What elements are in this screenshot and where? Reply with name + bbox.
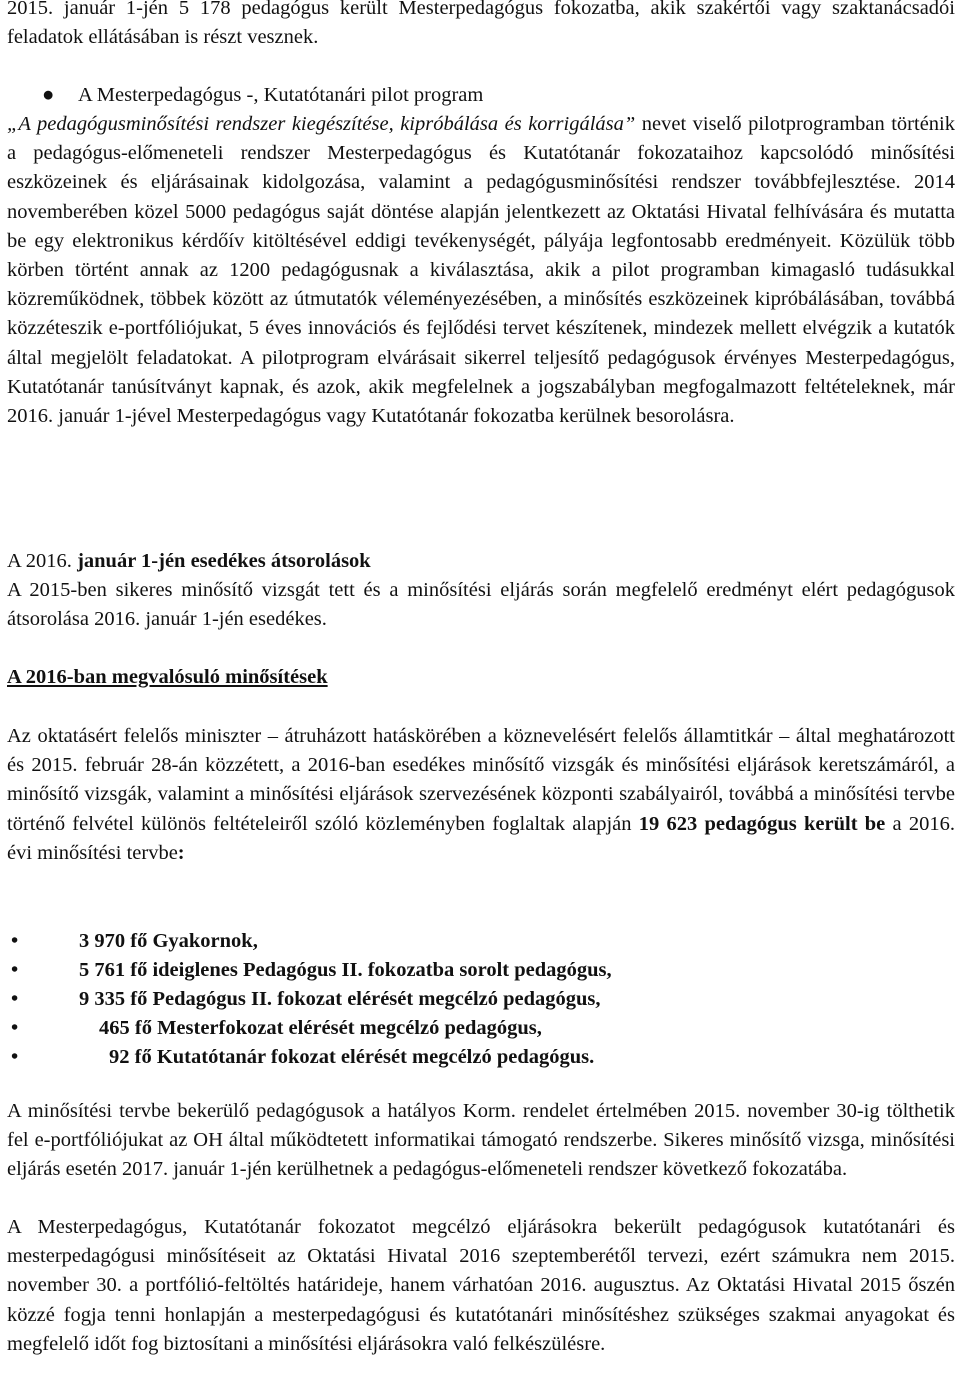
bullet-dot-icon: • — [11, 930, 19, 952]
candidate-breakdown-list — [7, 927, 955, 1077]
pilot-bullet-item — [7, 81, 955, 111]
list-item-text: fő ideiglenes Pedagógus II. fokozatba sorolt pedagógus, — [125, 959, 612, 981]
pilot-program-body: nevet viselő pilotprogramban történik a pedagógus-előmeneteli rendszer Mesterpedagógus és Kutatótanár fokozataihoz kapcsolódó minősítési eszközeinek és eljárásainak kidolgozása, valamint a pedagógusminősítési rendszer továbbfejlesztése. 2014 novemberében közel 5000 pedagógus saját döntése alapján jelentkezett az Oktatási Hivatal felhívására és mutatta be egy elektronikus kérdőív kitöltésével eddigi tevékenységét, pályája legfontosabb eredményeit. Közülük több körben történt annak az 1200 pedagógusnak a kiválasztása, akik a pilot programban kimagasló tudásukkal közreműködnek, többek között az útmutatók véleményezésében, a minősítés eszközeinek kipróbálásában, továbbá közzéteszik e-portfóliójukat, 5 éves innovációs és fejlődési tervet készítenek, mindezek mellett elvégzik a kutatók által megjelölt feladatokat. A pilotprogram elvárásait sikerrel teljesítő pedagógusok érvényes Mesterpedagógus, Kutatótanár tanúsítványt kapnak, és azok, akik megfelelnek a jogszabályban megfogalmazott feltételeknek, már 2016. január 1-jével Mesterpedagógus vagy Kutatótanár fokozatba kerülnek besorolásra. — [7, 113, 955, 428]
bullet-dot-icon: • — [11, 959, 19, 981]
qualifications-paragraph: Az oktatásért felelős miniszter – átruházott hatáskörében a köznevelésért felelős államtitkár – által meghatározott és 2015. február 28-án közzétett, a 2016-ban esedékes minősítő vizsgák és minősítési eljárások keretszámáról, a minősítő vizsgák, valamint a minősítési eljárások szervezésének központi szabályairól, továbbá a minősítési tervbe történő felvétel különös feltételeiről szóló közleményben foglaltak alapján 19 623 pedagógus került be a 2016. évi minősítési tervbe: — [7, 725, 955, 864]
pilot-program-paragraph — [7, 110, 955, 431]
pilot-program-quote: „A pedagógusminősítési rendszer kiegészítése, kipróbálása és korrigálása” — [7, 113, 636, 135]
list-item-number: 3 970 — [79, 930, 126, 952]
section-heading-reclassification: A 2016. január 1-jén esedékes átsorolások — [7, 550, 371, 572]
list-item-text: fő Kutatótanár fokozat elérését megcélzó pedagógus. — [129, 1046, 595, 1068]
pilot-program-title: A Mesterpedagógus -, Kutatótanári pilot program — [78, 84, 484, 106]
reclassification-paragraph: A 2015-ben sikeres minősítő vizsgát tett és a minősítési eljárás során megfelelő eredményt elért pedagógusok átsorolása 2016. január 1-jén esedékes. — [7, 579, 955, 631]
eportfolio-deadline-paragraph: A minősítési tervbe bekerülő pedagógusok a hatályos Korm. rendelet értelmében 2015. november 30-ig tölthetik fel e-portfóliójukat az OH által működtetett informatikai támogató rendszerbe. Sikeres minősítő vizsga, minősítési eljárás esetén 2017. január 1-jén kerülhetnek a pedagógus-előmeneteli rendszer következő fokozatába. — [7, 1100, 955, 1181]
list-item-text: fő Gyakornok, — [125, 930, 258, 952]
list-item-number: 92 — [109, 1046, 130, 1068]
list-item-number: 465 — [99, 1017, 130, 1039]
bullet-dot-icon: • — [11, 988, 19, 1010]
total-count-highlight: 19 623 pedagógus került be — [638, 812, 886, 835]
list-item-text: fő Pedagógus II. fokozat elérését megcélzó pedagógus, — [125, 988, 601, 1010]
list-item-text: fő Mesterfokozat elérését megcélzó pedagógus, — [129, 1017, 542, 1039]
list-item-number: 9 335 — [79, 988, 126, 1010]
bullet-dot-icon: • — [11, 1017, 19, 1039]
intro-paragraph: 2015. január 1-jén 5 178 pedagógus került Mesterpedagógus fokozatba, akik szakértői vagy szaktanácsadói feladatok ellátásában is részt vesznek. — [7, 0, 955, 49]
list-item-number: 5 761 — [79, 959, 126, 981]
section-heading-qualifications: A 2016-ban megvalósuló minősítések — [7, 666, 328, 688]
bullet-dot-icon: ● — [42, 84, 55, 106]
master-researcher-paragraph: A Mesterpedagógus, Kutatótanár fokozatot megcélzó eljárásokra bekerült pedagógusok kutatótanári és mesterpedagógusi minősítéseit az Oktatási Hivatal 2016 szeptemberétől tervezi, ezért számukra nem 2015. november 30. a portfólió-feltöltés határideje, hanem várhatóan 2016. augusztus. Az Oktatási Hivatal 2015 őszén közzé fogja tenni honlapján a mesterpedagógusi és kutatótanári minősítéshez szükséges szakmai anyagokat és megfelelő időt fog biztosítani a minősítési eljárásokra való felkészülésre. — [7, 1216, 955, 1355]
bullet-dot-icon: • — [11, 1046, 19, 1068]
